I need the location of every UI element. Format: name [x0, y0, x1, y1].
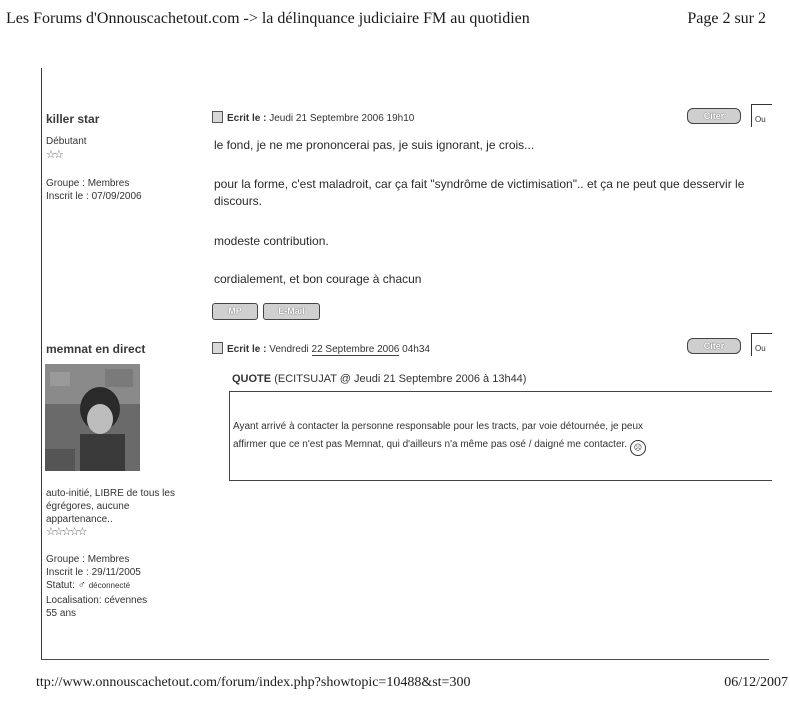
page-number: Page 2 sur 2 [687, 10, 766, 27]
cutoff-text: Ou [755, 115, 766, 124]
author-joined: Inscrit le : 29/11/2005 [46, 567, 141, 578]
post-paragraph: modeste contribution. [214, 234, 329, 248]
confused-smiley-icon: ☹ [630, 440, 646, 456]
post-author-name[interactable]: memnat en direct [46, 342, 146, 356]
author-group: Groupe : Membres [46, 554, 130, 565]
post-time: 04h34 [402, 344, 430, 355]
private-message-button[interactable] [212, 303, 258, 320]
quote-text [233, 418, 763, 456]
email-button[interactable] [263, 303, 320, 320]
author-joined: Inscrit le : 07/09/2006 [46, 191, 142, 202]
table-bottom-border [41, 659, 769, 660]
quote-header [232, 373, 526, 385]
status-label: Statut: [46, 580, 75, 591]
cutoff-cell [751, 104, 772, 127]
table-left-border [41, 68, 42, 660]
post-paragraph: le fond, je ne me prononcerai pas, je suis ignorant, je crois... [214, 138, 535, 152]
author-avatar [45, 364, 140, 471]
quote-button[interactable]: Citer [687, 338, 741, 354]
post-document-icon [212, 342, 223, 354]
quote-source: (ECITSUJAT @ Jeudi 21 Septembre 2006 à 13h44) [274, 373, 527, 385]
post-date-day: Vendredi [269, 344, 309, 355]
post-document-icon [212, 111, 223, 123]
quote-line: Ayant arrivé à contacter la personne responsable pour les tracts, par voie détournée, je peux [233, 421, 644, 432]
written-label: Ecrit le : [227, 344, 267, 355]
post-info [212, 111, 414, 124]
quote-line-wrap [233, 436, 763, 456]
cutoff-cell [751, 333, 772, 356]
author-location: Localisation: cévennes [46, 595, 148, 606]
rank-stars-icon: ☆☆ [46, 149, 62, 161]
quote-title: QUOTE [232, 373, 272, 385]
written-label: Ecrit le : [227, 113, 267, 124]
post-info [212, 342, 430, 355]
footer-url: ttp://www.onnouscachetout.com/forum/index.php?showtopic=10488&st=300 [36, 675, 471, 690]
author-bio: auto-initié, LIBRE de tous les égrégores, aucune appartenance.. [46, 488, 175, 525]
author-status [46, 579, 130, 592]
quote-button[interactable]: Citer [687, 108, 741, 124]
email-button-label: E-Mail [278, 306, 305, 316]
post-paragraph: cordialement, et bon courage à chacun [214, 272, 422, 286]
page-header-title: Les Forums d'Onnouscachetout.com -> la délinquance judiciaire FM au quotidien [6, 10, 530, 27]
cutoff-text: Ou [755, 344, 766, 353]
post-paragraph: pour la forme, c'est maladroit, car ça fait "syndrôme de victimisation".. et ça ne peut que desservir le discours. [214, 177, 745, 208]
status-value: déconnecté [88, 581, 131, 590]
footer-date: 06/12/2007 [724, 675, 788, 690]
quote-line: affirmer que ce n'est pas Memnat, qui d'ailleurs n'a même pas osé / daigné me contacter. [233, 439, 628, 450]
post-date-underlined: 22 Septembre 2006 [311, 344, 400, 355]
post-author-name[interactable]: killer star [46, 112, 100, 126]
author-rank: Débutant [46, 136, 87, 147]
person-icon: ♂ [77, 579, 86, 591]
mp-button-label: MP [228, 306, 242, 316]
author-age: 55 ans [46, 608, 77, 619]
post-date: Jeudi 21 Septembre 2006 19h10 [269, 113, 415, 124]
rank-stars-icon: ☆☆☆☆☆ [46, 526, 86, 538]
author-group: Groupe : Membres [46, 178, 130, 189]
